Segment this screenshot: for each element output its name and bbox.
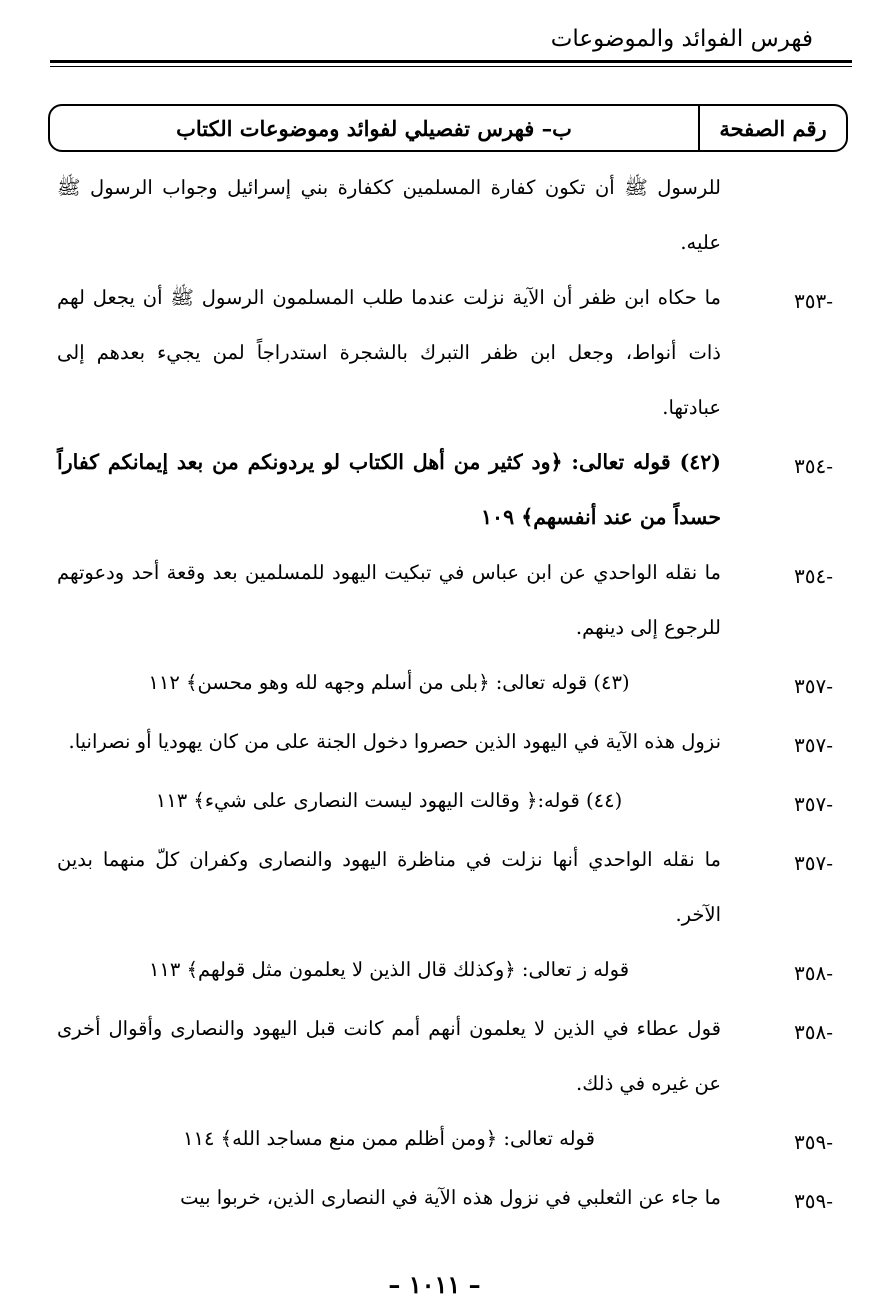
- index-entry: [23, 545, 833, 655]
- index-entry: [23, 655, 833, 714]
- entry-text: (٤٢) قوله تعالى: ﴿ود كثير من أهل الكتاب لو يردونكم من بعد إيمانكم كفاراً حسداً من عند أنفسهم﴾ ١٠٩: [57, 450, 721, 529]
- entry-text: قول عطاء في الذين لا يعلمون أنهم أمم كانت قبل اليهود والنصارى وأقوال أخرى عن غيره في ذلك.: [57, 1017, 721, 1095]
- entry-text: ما جاء عن الثعلبي في نزول هذه الآية في النصارى الذين، خربوا بيت: [180, 1186, 721, 1209]
- entry-page-number: -٣٥٩: [794, 1130, 833, 1154]
- index-table-header: [48, 104, 848, 152]
- entry-page-number: -٣٥٧: [794, 851, 833, 875]
- index-entry: [23, 1170, 833, 1229]
- entry-text: (٤٤) قوله:﴿ وقالت اليهود ليست النصارى على شيء﴾ ١١٣: [155, 789, 623, 812]
- entry-page-number: -٣٥٩: [794, 1189, 833, 1213]
- entry-page-number: -٣٥٣: [794, 289, 833, 313]
- page-folio: – ١٠١١ –: [388, 1270, 481, 1299]
- entry-page-number: [721, 160, 833, 164]
- index-entry: [23, 1001, 833, 1111]
- entry-page-number: -٣٥٨: [794, 961, 833, 985]
- index-entry: [23, 270, 833, 435]
- entry-page-number: -٣٥٤: [794, 454, 833, 478]
- index-title: ب– فهرس تفصيلي لفوائد وموضوعات الكتاب: [176, 115, 572, 141]
- entry-text: قوله تعالى: ﴿ومن أظلم ممن منع مساجد الله﴾ ١١٤: [183, 1127, 595, 1150]
- entry-page-number: -٣٥٧: [794, 792, 833, 816]
- entry-page-number: -٣٥٨: [794, 1020, 833, 1044]
- entry-page-number: -٣٥٧: [794, 733, 833, 757]
- header-rule-thin: [50, 66, 852, 67]
- entry-text: للرسول ﷺ أن تكون كفارة المسلمين ككفارة بني إسرائيل وجواب الرسول ﷺ عليه.: [57, 176, 721, 254]
- entry-text: (٤٣) قوله تعالى: ﴿بلى من أسلم وجهه لله وهو محسن﴾ ١١٢: [148, 671, 630, 694]
- index-entry: [23, 714, 833, 773]
- entry-text: قوله ز تعالى: ﴿وكذلك قال الذين لا يعلمون مثل قولهم﴾ ١١٣: [148, 958, 630, 981]
- entry-text: ما نقله الواحدي عن ابن عباس في تبكيت اليهود للمسلمين بعد وقعة أحد ودعوتهم للرجوع إلى دينهم.: [57, 561, 721, 639]
- index-entry: [23, 832, 833, 942]
- index-entry: [23, 1111, 833, 1170]
- entry-page-number: -٣٥٧: [794, 674, 833, 698]
- header-rule-thick: [50, 60, 852, 63]
- running-head: فهرس الفوائد والموضوعات: [550, 26, 813, 52]
- entry-page-number: -٣٥٤: [794, 564, 833, 588]
- index-entry: [23, 435, 833, 545]
- entry-text: ما نقله الواحدي أنها نزلت في مناظرة اليهود والنصارى وكفران كلّ منهما بدين الآخر.: [57, 848, 721, 926]
- index-entry: [23, 160, 833, 270]
- index-entry: [23, 773, 833, 832]
- page-number-column-header: رقم الصفحة: [698, 106, 846, 150]
- index-entries: [23, 160, 833, 1229]
- entry-text: نزول هذه الآية في اليهود الذين حصروا دخول الجنة على من كان يهوديا أو نصرانيا.: [68, 730, 721, 753]
- entry-text: ما حكاه ابن ظفر أن الآية نزلت عندما طلب المسلمون الرسول ﷺ أن يجعل لهم ذات أنواط، وجعل ابن ظفر التبرك بالشجرة استدراجاً لمن يجيء بعدهم إلى عبادتها.: [57, 286, 721, 419]
- index-entry: [23, 942, 833, 1001]
